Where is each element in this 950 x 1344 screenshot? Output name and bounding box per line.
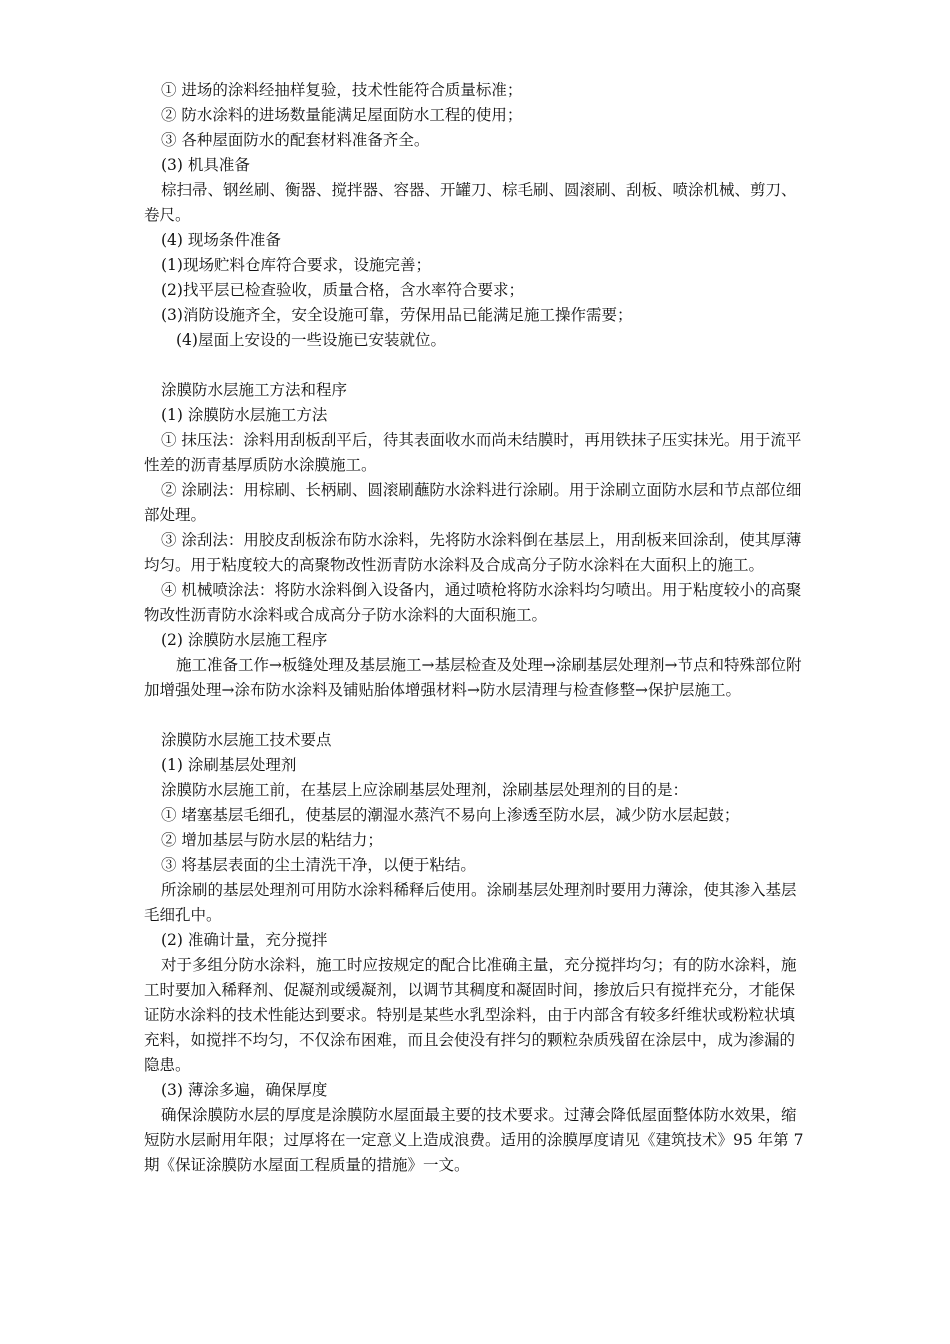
- paragraph-material-inspection: ① 进场的涂料经抽样复验，技术性能符合质量标准；: [161, 81, 523, 99]
- paragraph-procedure-steps: 施工准备工作→板缝处理及基层施工→基层检查及处理→涂刷基层处理剂→节点和特殊部位附加增强处理→涂布防水涂料及铺贴胎体增强材料→防水层清理与检查修整→保护层施工。: [144, 656, 802, 699]
- heading-base-treatment: (1) 涂刷基层处理剂: [161, 756, 297, 774]
- paragraph-site-facilities: (4)屋面上安设的一些设施已安装就位。: [176, 331, 446, 349]
- heading-technical-points: 涂膜防水层施工技术要点: [161, 731, 332, 749]
- paragraph-clean-surface: ③ 将基层表面的尘土清洗干净，以便于粘结。: [161, 856, 476, 874]
- paragraph-spray-method: ④ 机械喷涂法：将防水涂料倒入设备内，通过喷枪将防水涂料均匀喷出。用于粘度较小的高聚物改性沥青防水涂料或合成高分子防水涂料的大面积施工。: [144, 581, 802, 624]
- heading-construction-procedure: (2) 涂膜防水层施工程序: [161, 631, 328, 649]
- paragraph-brush-method: ② 涂刷法：用棕刷、长柄刷、圆滚刷蘸防水涂料进行涂刷。用于涂刷立面防水层和节点部位细部处理。: [144, 481, 802, 524]
- paragraph-increase-bonding: ② 增加基层与防水层的粘结力；: [161, 831, 383, 849]
- heading-construction-method: (1) 涂膜防水层施工方法: [161, 406, 328, 424]
- paragraph-tool-list: 棕扫帚、钢丝刷、衡器、搅拌器、容器、开罐刀、棕毛刷、圆滚刷、刮板、喷涂机械、剪刀、卷尺。: [144, 181, 797, 224]
- paragraph-mixing-details: 对于多组分防水涂料，施工时应按规定的配合比准确主量，充分搅拌均匀；有的防水涂料，施工时要加入稀释剂、促凝剂或缓凝剂，以调节其稠度和凝固时间，掺放后只有搅拌充分，才能保证防水涂料的技术性能达到要求。特别是某些水乳型涂料，由于内部含有较多纤维状或粉粒状填充料，如搅拌不均匀，不仅涂布困难，而且会使没有拌匀的颗粒杂质残留在涂层中，成为渗漏的隐患。: [144, 956, 797, 1074]
- paragraph-matching-materials: ③ 各种屋面防水的配套材料准备齐全。: [161, 131, 430, 149]
- heading-method-and-procedure: 涂膜防水层施工方法和程序: [161, 381, 348, 399]
- paragraph-trowel-method: ① 抹压法：涂料用刮板刮平后，待其表面收水而尚未结膜时，再用铁抹子压实抹光。用于流平性差的沥青基厚质防水涂膜施工。: [144, 431, 802, 474]
- heading-site-preparation: (4) 现场条件准备: [161, 231, 281, 249]
- paragraph-thickness-requirement: 确保涂膜防水层的厚度是涂膜防水屋面最主要的技术要求。过薄会降低屋面整体防水效果，缩短防水层耐用年限；过厚将在一定意义上造成浪费。适用的涂膜厚度请见《建筑技术》95 年第 7 期《保证涂膜防水屋面工程质量的措施》一文。: [144, 1106, 804, 1174]
- paragraph-material-quantity: ② 防水涂料的进场数量能满足屋面防水工程的使用；: [161, 106, 523, 124]
- paragraph-dilute-treatment: 所涂刷的基层处理剂可用防水涂料稀释后使用。涂刷基层处理剂时要用力薄涂，使其渗入基层毛细孔中。: [144, 881, 797, 924]
- document-body: [144, 78, 810, 1178]
- heading-tool-preparation: (3) 机具准备: [161, 156, 250, 174]
- heading-accurate-mixing: (2) 准确计量，充分搅拌: [161, 931, 328, 949]
- heading-thin-coats: (3) 薄涂多遍，确保厚度: [161, 1081, 328, 1099]
- paragraph-scrape-method: ③ 涂刮法：用胶皮刮板涂布防水涂料，先将防水涂料倒在基层上，用刮板来回涂刮，使其厚薄均匀。用于粘度较大的高聚物改性沥青防水涂料及合成高分子防水涂料在大面积上的施工。: [144, 531, 802, 574]
- paragraph-block-capillaries: ① 堵塞基层毛细孔，使基层的潮湿水蒸汽不易向上渗透至防水层，减少防水层起鼓；: [161, 806, 740, 824]
- paragraph-site-warehouse: (1)现场贮料仓库符合要求，设施完善；: [161, 256, 431, 274]
- paragraph-site-leveling: (2)找平层已检查验收，质量合格，含水率符合要求；: [161, 281, 524, 299]
- paragraph-site-safety: (3)消防设施齐全，安全设施可靠，劳保用品已能满足施工操作需要；: [161, 306, 633, 324]
- blank-line: [144, 353, 810, 378]
- blank-line: [144, 703, 810, 728]
- paragraph-base-treatment-purpose: 涂膜防水层施工前，在基层上应涂刷基层处理剂，涂刷基层处理剂的目的是：: [161, 781, 689, 799]
